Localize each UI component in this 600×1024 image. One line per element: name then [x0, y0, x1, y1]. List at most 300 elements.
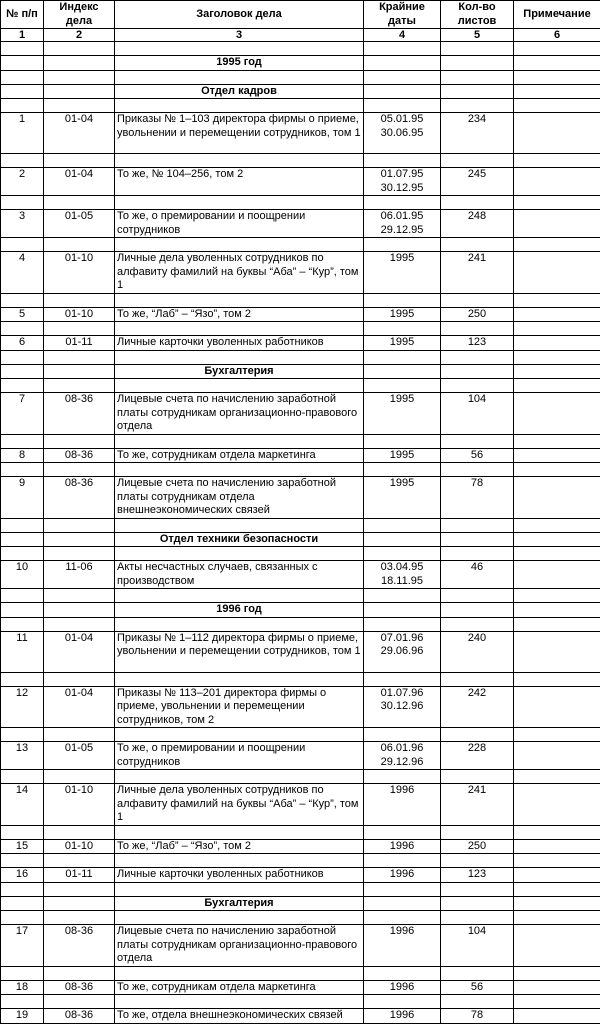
- date-start: 1995: [366, 308, 438, 322]
- column-number: 4: [364, 29, 441, 42]
- case-dates: [364, 980, 441, 995]
- case-title: То же, о премировании и поощрении сотрудников: [115, 742, 364, 770]
- case-title: То же, сотрудникам отдела маркетинга: [115, 448, 364, 463]
- sheet-count: 228: [441, 742, 514, 770]
- empty-cell: [1, 463, 44, 477]
- spacer-row: [1, 379, 600, 393]
- empty-cell: [364, 911, 441, 925]
- spacer-row: [1, 154, 600, 168]
- empty-cell: [115, 882, 364, 896]
- empty-cell: [441, 99, 514, 113]
- date-end: 29.12.96: [366, 756, 438, 770]
- case-title: То же, “Лаб” – “Язо”, том 2: [115, 307, 364, 322]
- date-start: 01.07.96: [366, 687, 438, 701]
- table-row: [1, 1009, 600, 1024]
- spacer-row: [1, 589, 600, 603]
- case-dates: [364, 307, 441, 322]
- empty-cell: [364, 825, 441, 839]
- empty-cell: [364, 434, 441, 448]
- empty-cell: [44, 518, 115, 532]
- empty-cell: [441, 518, 514, 532]
- date-end: 30.12.95: [366, 182, 438, 196]
- empty-cell: [44, 434, 115, 448]
- sheet-count: 78: [441, 477, 514, 519]
- empty-cell: [1, 84, 44, 99]
- empty-cell: [1, 995, 44, 1009]
- empty-cell: [44, 154, 115, 168]
- table-row: [1, 784, 600, 826]
- case-note: [514, 631, 600, 672]
- empty-cell: [115, 350, 364, 364]
- sheet-count: 78: [441, 1009, 514, 1024]
- case-index: 11-06: [44, 561, 115, 589]
- sheet-count: 104: [441, 393, 514, 435]
- empty-cell: [115, 42, 364, 56]
- empty-cell: [514, 911, 600, 925]
- case-index: 01-05: [44, 210, 115, 238]
- empty-cell: [364, 70, 441, 84]
- empty-cell: [514, 364, 600, 379]
- empty-cell: [514, 379, 600, 393]
- case-index: 01-04: [44, 168, 115, 196]
- empty-cell: [514, 770, 600, 784]
- empty-cell: [1, 518, 44, 532]
- case-dates: [364, 336, 441, 351]
- sheet-count: 123: [441, 336, 514, 351]
- empty-cell: [441, 70, 514, 84]
- case-number: 4: [1, 252, 44, 294]
- spacer-row: [1, 995, 600, 1009]
- section-header-row: [1, 896, 600, 911]
- empty-cell: [44, 854, 115, 868]
- column-number: 6: [514, 29, 600, 42]
- empty-cell: [1, 322, 44, 336]
- spacer-row: [1, 434, 600, 448]
- empty-cell: [115, 854, 364, 868]
- case-title: Лицевые счета по начислению заработной платы сотрудникам организационно-правового отдела: [115, 925, 364, 967]
- empty-cell: [1, 350, 44, 364]
- empty-cell: [44, 84, 115, 99]
- empty-cell: [364, 589, 441, 603]
- section-title: Бухгалтерия: [115, 896, 364, 911]
- case-note: [514, 868, 600, 883]
- column-number: 2: [44, 29, 115, 42]
- case-index: 01-11: [44, 868, 115, 883]
- case-index: 01-11: [44, 336, 115, 351]
- date-start: 07.01.96: [366, 632, 438, 646]
- empty-cell: [44, 322, 115, 336]
- empty-cell: [115, 911, 364, 925]
- date-end: 29.12.95: [366, 224, 438, 238]
- empty-cell: [364, 770, 441, 784]
- empty-cell: [1, 603, 44, 618]
- section-header-row: [1, 603, 600, 618]
- empty-cell: [441, 995, 514, 1009]
- empty-cell: [115, 99, 364, 113]
- empty-cell: [44, 196, 115, 210]
- empty-cell: [1, 854, 44, 868]
- spacer-row: [1, 911, 600, 925]
- empty-cell: [44, 379, 115, 393]
- empty-cell: [441, 463, 514, 477]
- date-start: 06.01.95: [366, 210, 438, 224]
- empty-cell: [115, 995, 364, 1009]
- case-note: [514, 742, 600, 770]
- case-number: 14: [1, 784, 44, 826]
- empty-cell: [1, 379, 44, 393]
- empty-cell: [1, 42, 44, 56]
- empty-cell: [364, 896, 441, 911]
- case-title: Лицевые счета по начислению заработной платы сотрудникам отдела внешнеэкономических связей: [115, 477, 364, 519]
- case-index: 08-36: [44, 1009, 115, 1024]
- case-index: 08-36: [44, 448, 115, 463]
- case-number: 3: [1, 210, 44, 238]
- empty-cell: [514, 966, 600, 980]
- date-start: 06.01.96: [366, 742, 438, 756]
- empty-cell: [44, 293, 115, 307]
- empty-cell: [364, 547, 441, 561]
- case-note: [514, 1009, 600, 1024]
- spacer-row: [1, 547, 600, 561]
- empty-cell: [441, 350, 514, 364]
- empty-cell: [44, 364, 115, 379]
- case-index: 01-04: [44, 631, 115, 672]
- table-row: [1, 307, 600, 322]
- empty-cell: [514, 617, 600, 631]
- case-dates: [364, 252, 441, 294]
- empty-cell: [364, 238, 441, 252]
- empty-cell: [364, 322, 441, 336]
- empty-cell: [441, 434, 514, 448]
- empty-cell: [441, 532, 514, 547]
- case-dates: [364, 210, 441, 238]
- empty-cell: [441, 882, 514, 896]
- section-title: Бухгалтерия: [115, 364, 364, 379]
- empty-cell: [1, 547, 44, 561]
- empty-cell: [1, 238, 44, 252]
- empty-cell: [514, 99, 600, 113]
- empty-cell: [44, 42, 115, 56]
- case-note: [514, 252, 600, 294]
- case-title: То же, № 104–256, том 2: [115, 168, 364, 196]
- case-index: 01-04: [44, 113, 115, 154]
- empty-cell: [1, 728, 44, 742]
- empty-cell: [44, 770, 115, 784]
- empty-cell: [441, 603, 514, 618]
- empty-cell: [115, 728, 364, 742]
- sheet-count: 123: [441, 868, 514, 883]
- empty-cell: [364, 518, 441, 532]
- table-row: [1, 448, 600, 463]
- empty-cell: [514, 547, 600, 561]
- empty-cell: [514, 854, 600, 868]
- table-row: [1, 742, 600, 770]
- table-row: [1, 561, 600, 589]
- empty-cell: [514, 196, 600, 210]
- empty-cell: [514, 672, 600, 686]
- empty-cell: [364, 728, 441, 742]
- case-title: Личные карточки уволенных работников: [115, 336, 364, 351]
- empty-cell: [1, 532, 44, 547]
- empty-cell: [514, 603, 600, 618]
- case-index: 01-04: [44, 686, 115, 728]
- table-row: [1, 252, 600, 294]
- table-row: [1, 477, 600, 519]
- empty-cell: [364, 293, 441, 307]
- case-number: 17: [1, 925, 44, 967]
- empty-cell: [44, 896, 115, 911]
- case-title: Личные дела уволенных сотрудников по алфавиту фамилий на буквы “Аба” – “Кур”, том 1: [115, 784, 364, 826]
- empty-cell: [441, 364, 514, 379]
- empty-cell: [44, 99, 115, 113]
- date-start: 1996: [366, 840, 438, 854]
- case-dates: [364, 393, 441, 435]
- empty-cell: [441, 42, 514, 56]
- spacer-row: [1, 518, 600, 532]
- empty-cell: [514, 463, 600, 477]
- spacer-row: [1, 728, 600, 742]
- empty-cell: [115, 589, 364, 603]
- case-note: [514, 336, 600, 351]
- empty-cell: [441, 854, 514, 868]
- case-note: [514, 839, 600, 854]
- section-header-row: [1, 364, 600, 379]
- spacer-row: [1, 238, 600, 252]
- case-number: 10: [1, 561, 44, 589]
- case-number: 5: [1, 307, 44, 322]
- case-dates: [364, 1009, 441, 1024]
- empty-cell: [115, 617, 364, 631]
- empty-cell: [1, 196, 44, 210]
- empty-cell: [441, 770, 514, 784]
- empty-cell: [441, 896, 514, 911]
- header-number: № п/п: [1, 1, 44, 29]
- spacer-row: [1, 854, 600, 868]
- case-number: 8: [1, 448, 44, 463]
- date-start: 01.07.95: [366, 168, 438, 182]
- empty-cell: [115, 672, 364, 686]
- sheet-count: 241: [441, 784, 514, 826]
- empty-cell: [514, 825, 600, 839]
- spacer-row: [1, 966, 600, 980]
- table-row: [1, 925, 600, 967]
- empty-cell: [514, 532, 600, 547]
- section-title: 1995 год: [115, 56, 364, 71]
- empty-cell: [115, 518, 364, 532]
- empty-cell: [441, 56, 514, 71]
- case-index: 01-10: [44, 252, 115, 294]
- case-dates: [364, 113, 441, 154]
- empty-cell: [1, 70, 44, 84]
- empty-cell: [364, 617, 441, 631]
- table-row: [1, 980, 600, 995]
- case-number: 12: [1, 686, 44, 728]
- date-end: 29.06.96: [366, 645, 438, 659]
- empty-cell: [44, 70, 115, 84]
- empty-cell: [441, 589, 514, 603]
- empty-cell: [364, 672, 441, 686]
- case-note: [514, 393, 600, 435]
- header-row: [1, 1, 600, 29]
- case-note: [514, 561, 600, 589]
- date-end: 30.06.95: [366, 127, 438, 141]
- sheet-count: 250: [441, 839, 514, 854]
- empty-cell: [44, 532, 115, 547]
- case-dates: [364, 868, 441, 883]
- case-number: 1: [1, 113, 44, 154]
- empty-cell: [1, 589, 44, 603]
- sheet-count: 250: [441, 307, 514, 322]
- empty-cell: [441, 966, 514, 980]
- case-dates: [364, 686, 441, 728]
- empty-cell: [115, 434, 364, 448]
- case-index: 08-36: [44, 477, 115, 519]
- date-start: 1996: [366, 784, 438, 798]
- case-note: [514, 307, 600, 322]
- empty-cell: [44, 617, 115, 631]
- empty-cell: [1, 882, 44, 896]
- case-title: Личные карточки уволенных работников: [115, 868, 364, 883]
- case-title: Приказы № 113–201 директора фирмы о приеме, увольнении и перемещении сотрудников, том 2: [115, 686, 364, 728]
- date-start: 1995: [366, 393, 438, 407]
- case-note: [514, 686, 600, 728]
- case-number: 19: [1, 1009, 44, 1024]
- empty-cell: [115, 825, 364, 839]
- empty-cell: [364, 350, 441, 364]
- empty-cell: [44, 728, 115, 742]
- empty-cell: [1, 825, 44, 839]
- case-number: 11: [1, 631, 44, 672]
- section-header-row: [1, 532, 600, 547]
- section-title: 1996 год: [115, 603, 364, 618]
- empty-cell: [514, 882, 600, 896]
- empty-cell: [514, 728, 600, 742]
- table-row: [1, 839, 600, 854]
- empty-cell: [514, 322, 600, 336]
- spacer-row: [1, 617, 600, 631]
- spacer-row: [1, 70, 600, 84]
- case-note: [514, 477, 600, 519]
- empty-cell: [514, 589, 600, 603]
- empty-cell: [514, 84, 600, 99]
- header-index: Индекс дела: [44, 1, 115, 29]
- case-title: То же, “Лаб” – “Язо”, том 2: [115, 839, 364, 854]
- empty-cell: [364, 364, 441, 379]
- sheet-count: 240: [441, 631, 514, 672]
- empty-cell: [441, 154, 514, 168]
- empty-cell: [44, 238, 115, 252]
- sheet-count: 104: [441, 925, 514, 967]
- column-number: 5: [441, 29, 514, 42]
- header-dates: Крайние даты: [364, 1, 441, 29]
- section-title: Отдел техники безопасности: [115, 532, 364, 547]
- empty-cell: [364, 854, 441, 868]
- spacer-row: [1, 825, 600, 839]
- date-start: 1996: [366, 1009, 438, 1023]
- table-row: [1, 168, 600, 196]
- case-note: [514, 784, 600, 826]
- empty-cell: [364, 603, 441, 618]
- column-number: 1: [1, 29, 44, 42]
- empty-cell: [364, 379, 441, 393]
- empty-cell: [514, 42, 600, 56]
- empty-cell: [44, 350, 115, 364]
- case-index: 01-10: [44, 784, 115, 826]
- empty-cell: [115, 293, 364, 307]
- empty-cell: [514, 518, 600, 532]
- empty-cell: [364, 56, 441, 71]
- empty-cell: [514, 293, 600, 307]
- table-row: [1, 336, 600, 351]
- spacer-row: [1, 42, 600, 56]
- case-number: 15: [1, 839, 44, 854]
- empty-cell: [1, 99, 44, 113]
- empty-cell: [115, 70, 364, 84]
- empty-cell: [44, 825, 115, 839]
- empty-cell: [44, 995, 115, 1009]
- section-title: Отдел кадров: [115, 84, 364, 99]
- section-header-row: [1, 84, 600, 99]
- empty-cell: [115, 322, 364, 336]
- empty-cell: [1, 770, 44, 784]
- column-number: 3: [115, 29, 364, 42]
- case-dates: [364, 925, 441, 967]
- empty-cell: [514, 995, 600, 1009]
- date-start: 1995: [366, 336, 438, 350]
- empty-cell: [44, 547, 115, 561]
- empty-cell: [514, 434, 600, 448]
- empty-cell: [1, 364, 44, 379]
- case-index: 08-36: [44, 393, 115, 435]
- case-number: 2: [1, 168, 44, 196]
- empty-cell: [441, 84, 514, 99]
- empty-cell: [115, 379, 364, 393]
- empty-cell: [364, 882, 441, 896]
- case-dates: [364, 742, 441, 770]
- spacer-row: [1, 882, 600, 896]
- empty-cell: [1, 896, 44, 911]
- empty-cell: [514, 154, 600, 168]
- case-title: Личные дела уволенных сотрудников по алфавиту фамилий на буквы “Аба” – “Кур”, том 1: [115, 252, 364, 294]
- section-header-row: [1, 56, 600, 71]
- empty-cell: [441, 672, 514, 686]
- case-note: [514, 925, 600, 967]
- empty-cell: [1, 434, 44, 448]
- sheet-count: 56: [441, 980, 514, 995]
- case-dates: [364, 631, 441, 672]
- empty-cell: [1, 56, 44, 71]
- case-index: 01-10: [44, 839, 115, 854]
- empty-cell: [1, 911, 44, 925]
- spacer-row: [1, 99, 600, 113]
- empty-cell: [115, 463, 364, 477]
- empty-cell: [441, 379, 514, 393]
- date-end: 18.11.95: [366, 575, 438, 589]
- empty-cell: [364, 84, 441, 99]
- sheet-count: 248: [441, 210, 514, 238]
- empty-cell: [115, 154, 364, 168]
- date-end: 30.12.96: [366, 700, 438, 714]
- date-start: 1995: [366, 477, 438, 491]
- empty-cell: [115, 547, 364, 561]
- spacer-row: [1, 770, 600, 784]
- case-dates: [364, 839, 441, 854]
- case-dates: [364, 448, 441, 463]
- date-start: 1996: [366, 868, 438, 882]
- date-start: 03.04.95: [366, 561, 438, 575]
- empty-cell: [441, 547, 514, 561]
- spacer-row: [1, 350, 600, 364]
